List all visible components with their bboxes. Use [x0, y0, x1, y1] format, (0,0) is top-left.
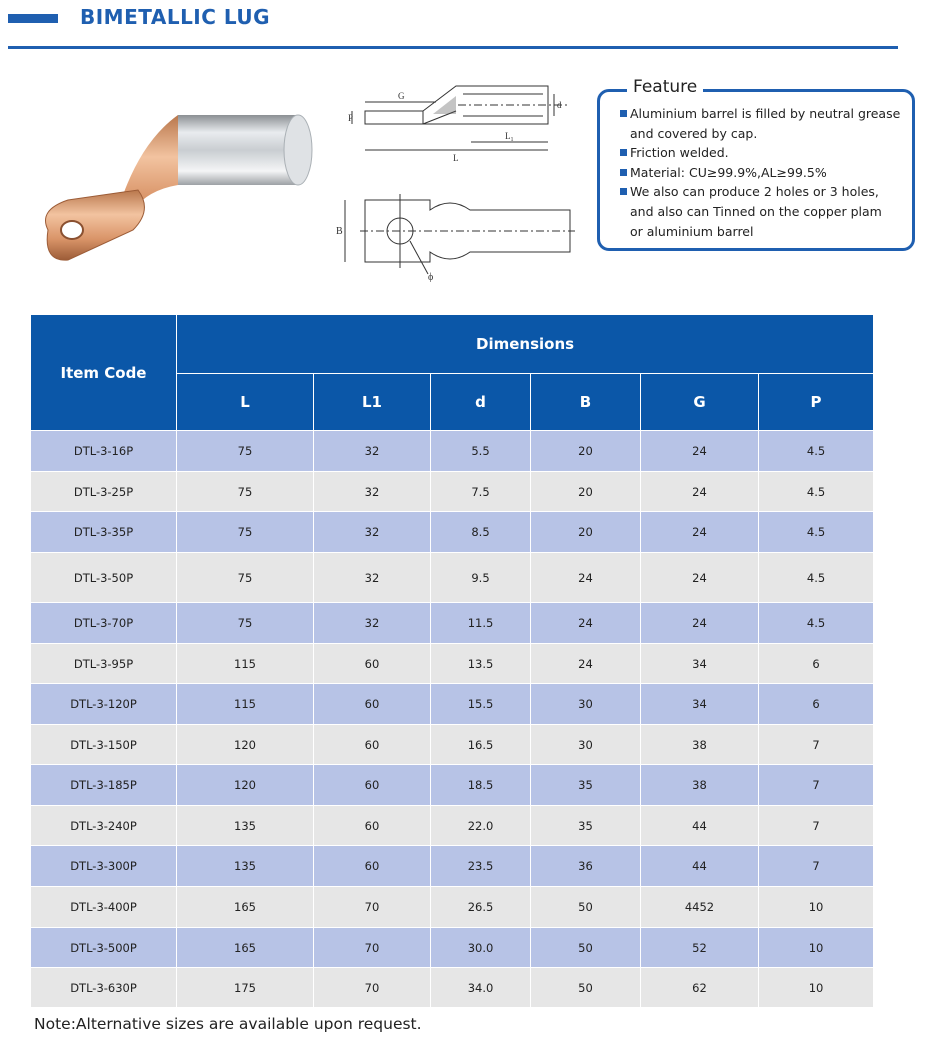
table-row: [31, 806, 874, 846]
table-row: [31, 553, 874, 603]
dimension-cell: 175: [177, 968, 314, 1008]
dimension-cell: 7.5: [431, 472, 531, 512]
table-row: [31, 644, 874, 684]
dim-p-label: P: [348, 113, 354, 123]
dimension-cell: 7: [759, 806, 874, 846]
feature-item: We also can produce 2 holes or 3 holes, and also can Tinned on the copper plam or aluminium barrel: [620, 182, 912, 241]
column-header-d: d: [431, 374, 531, 431]
dimension-cell: 24: [641, 603, 759, 644]
dimension-cell: 135: [177, 846, 314, 887]
dimension-cell: 70: [314, 968, 431, 1008]
dimension-cell: 30.0: [431, 928, 531, 968]
item-code-cell: DTL-3-120P: [31, 684, 177, 725]
dimension-cell: 34: [641, 644, 759, 684]
dimension-cell: 20: [531, 472, 641, 512]
dimension-cell: 5.5: [431, 431, 531, 472]
column-header-b: B: [531, 374, 641, 431]
dim-d-label: d: [557, 100, 562, 110]
dimension-cell: 32: [314, 603, 431, 644]
dimension-cell: 6: [759, 644, 874, 684]
dim-g-label: G: [398, 91, 405, 101]
dimension-cell: 60: [314, 684, 431, 725]
dimension-cell: 26.5: [431, 887, 531, 928]
dimension-cell: 32: [314, 512, 431, 553]
dimension-cell: 52: [641, 928, 759, 968]
dimension-cell: 38: [641, 725, 759, 765]
bullet-square-icon: [620, 110, 627, 117]
table-row: [31, 968, 874, 1008]
dimension-cell: 32: [314, 431, 431, 472]
table-row: [31, 603, 874, 644]
dimension-cell: 50: [531, 887, 641, 928]
dimension-cell: 7: [759, 846, 874, 887]
dimension-cell: 13.5: [431, 644, 531, 684]
dimension-cell: 75: [177, 431, 314, 472]
dimensions-header: Dimensions: [177, 315, 874, 374]
dimension-cell: 75: [177, 603, 314, 644]
column-header-l: L: [177, 374, 314, 431]
dim-phi-label: ϕ: [428, 272, 434, 282]
dimension-cell: 32: [314, 553, 431, 603]
title-accent-bar: [8, 14, 58, 23]
dimension-cell: 20: [531, 431, 641, 472]
dimension-cell: 22.0: [431, 806, 531, 846]
item-code-cell: DTL-3-240P: [31, 806, 177, 846]
dimension-cell: 32: [314, 472, 431, 512]
dimension-cell: 4.5: [759, 472, 874, 512]
table-row: [31, 684, 874, 725]
dimension-cell: 34: [641, 684, 759, 725]
dimension-cell: 4.5: [759, 512, 874, 553]
top-view-drawing: [330, 186, 580, 282]
dimension-cell: 44: [641, 846, 759, 887]
dimension-cell: 36: [531, 846, 641, 887]
copper-palm: [46, 190, 145, 260]
dimension-cell: 10: [759, 887, 874, 928]
item-code-cell: DTL-3-16P: [31, 431, 177, 472]
bullet-square-icon: [620, 188, 627, 195]
dimension-cell: 34.0: [431, 968, 531, 1008]
table-row: [31, 725, 874, 765]
feature-list: [620, 104, 912, 241]
dimension-cell: 120: [177, 725, 314, 765]
table-row: [31, 512, 874, 553]
dimension-cell: 135: [177, 806, 314, 846]
dimension-cell: 35: [531, 765, 641, 806]
dimension-cell: 4.5: [759, 553, 874, 603]
dimension-cell: 10: [759, 968, 874, 1008]
dimension-cell: 35: [531, 806, 641, 846]
table-row: [31, 887, 874, 928]
dimension-cell: 30: [531, 684, 641, 725]
dimension-cell: 75: [177, 553, 314, 603]
dimension-cell: 38: [641, 765, 759, 806]
dimension-cell: 60: [314, 806, 431, 846]
dimension-cell: 44: [641, 806, 759, 846]
item-code-header: Item Code: [31, 315, 177, 431]
table-body: [31, 431, 874, 1008]
dimension-cell: 24: [641, 553, 759, 603]
dim-b-label: B: [336, 226, 343, 237]
dimension-cell: 23.5: [431, 846, 531, 887]
dim-l1-label: $L_1$: [505, 131, 514, 143]
product-photo: [28, 100, 328, 300]
dimension-cell: 62: [641, 968, 759, 1008]
feature-item: Friction welded.: [620, 143, 912, 163]
dimension-cell: 20: [531, 512, 641, 553]
table-row: [31, 765, 874, 806]
bolt-hole: [61, 221, 83, 239]
dimension-cell: 10: [759, 928, 874, 968]
dimension-cell: 4.5: [759, 603, 874, 644]
table-row: [31, 431, 874, 472]
column-header-g: G: [641, 374, 759, 431]
column-header-p: P: [759, 374, 874, 431]
dimension-cell: 7: [759, 765, 874, 806]
dimension-cell: 70: [314, 887, 431, 928]
dimension-cell: 24: [531, 644, 641, 684]
dimension-cell: 15.5: [431, 684, 531, 725]
dimension-cell: 70: [314, 928, 431, 968]
item-code-cell: DTL-3-35P: [31, 512, 177, 553]
dimension-cell: 24: [641, 512, 759, 553]
dimension-cell: 115: [177, 644, 314, 684]
table-row: [31, 846, 874, 887]
feature-item: Material: CU≥99.9%,AL≥99.5%: [620, 163, 912, 183]
dimension-cell: 75: [177, 472, 314, 512]
dimension-cell: 60: [314, 846, 431, 887]
dimension-cell: 60: [314, 725, 431, 765]
side-view-drawing: [338, 84, 578, 166]
dim-l-label: L: [453, 153, 459, 163]
dimension-cell: 115: [177, 684, 314, 725]
item-code-cell: DTL-3-630P: [31, 968, 177, 1008]
dimensions-table: [30, 314, 874, 1008]
item-code-cell: DTL-3-25P: [31, 472, 177, 512]
dimension-cell: 18.5: [431, 765, 531, 806]
dimension-cell: 7: [759, 725, 874, 765]
dimension-cell: 24: [531, 603, 641, 644]
dimension-cell: 50: [531, 928, 641, 968]
item-code-cell: DTL-3-150P: [31, 725, 177, 765]
item-code-cell: DTL-3-400P: [31, 887, 177, 928]
dimension-cell: 4452: [641, 887, 759, 928]
side-view-svg: [338, 84, 578, 166]
dimension-cell: 4.5: [759, 431, 874, 472]
item-code-cell: DTL-3-185P: [31, 765, 177, 806]
item-code-cell: DTL-3-500P: [31, 928, 177, 968]
dimension-cell: 9.5: [431, 553, 531, 603]
dimension-cell: 50: [531, 968, 641, 1008]
bullet-square-icon: [620, 149, 627, 156]
dimension-cell: 11.5: [431, 603, 531, 644]
top-view-svg: [330, 186, 580, 282]
dimension-cell: 120: [177, 765, 314, 806]
dimension-cell: 30: [531, 725, 641, 765]
dimension-cell: 24: [641, 472, 759, 512]
dimension-cell: 75: [177, 512, 314, 553]
dimension-cell: 165: [177, 887, 314, 928]
column-header-l1: L1: [314, 374, 431, 431]
bullet-square-icon: [620, 169, 627, 176]
item-code-cell: DTL-3-95P: [31, 644, 177, 684]
table-row: [31, 928, 874, 968]
feature-item: Aluminium barrel is filled by neutral grease and covered by cap.: [620, 104, 912, 143]
item-code-cell: DTL-3-70P: [31, 603, 177, 644]
footnote: Note:Alternative sizes are available upon request.: [34, 1015, 422, 1033]
page-title: BIMETALLIC LUG: [80, 5, 271, 29]
dimension-cell: 24: [531, 553, 641, 603]
title-divider: [8, 46, 898, 49]
dimension-cell: 60: [314, 644, 431, 684]
dimension-cell: 165: [177, 928, 314, 968]
table-row: [31, 472, 874, 512]
item-code-cell: DTL-3-50P: [31, 553, 177, 603]
feature-title: Feature: [627, 77, 703, 97]
item-code-cell: DTL-3-300P: [31, 846, 177, 887]
barrel-end: [284, 115, 312, 185]
dimension-cell: 8.5: [431, 512, 531, 553]
dimension-cell: 60: [314, 765, 431, 806]
dimension-cell: 16.5: [431, 725, 531, 765]
dimension-cell: 6: [759, 684, 874, 725]
dimension-cell: 24: [641, 431, 759, 472]
